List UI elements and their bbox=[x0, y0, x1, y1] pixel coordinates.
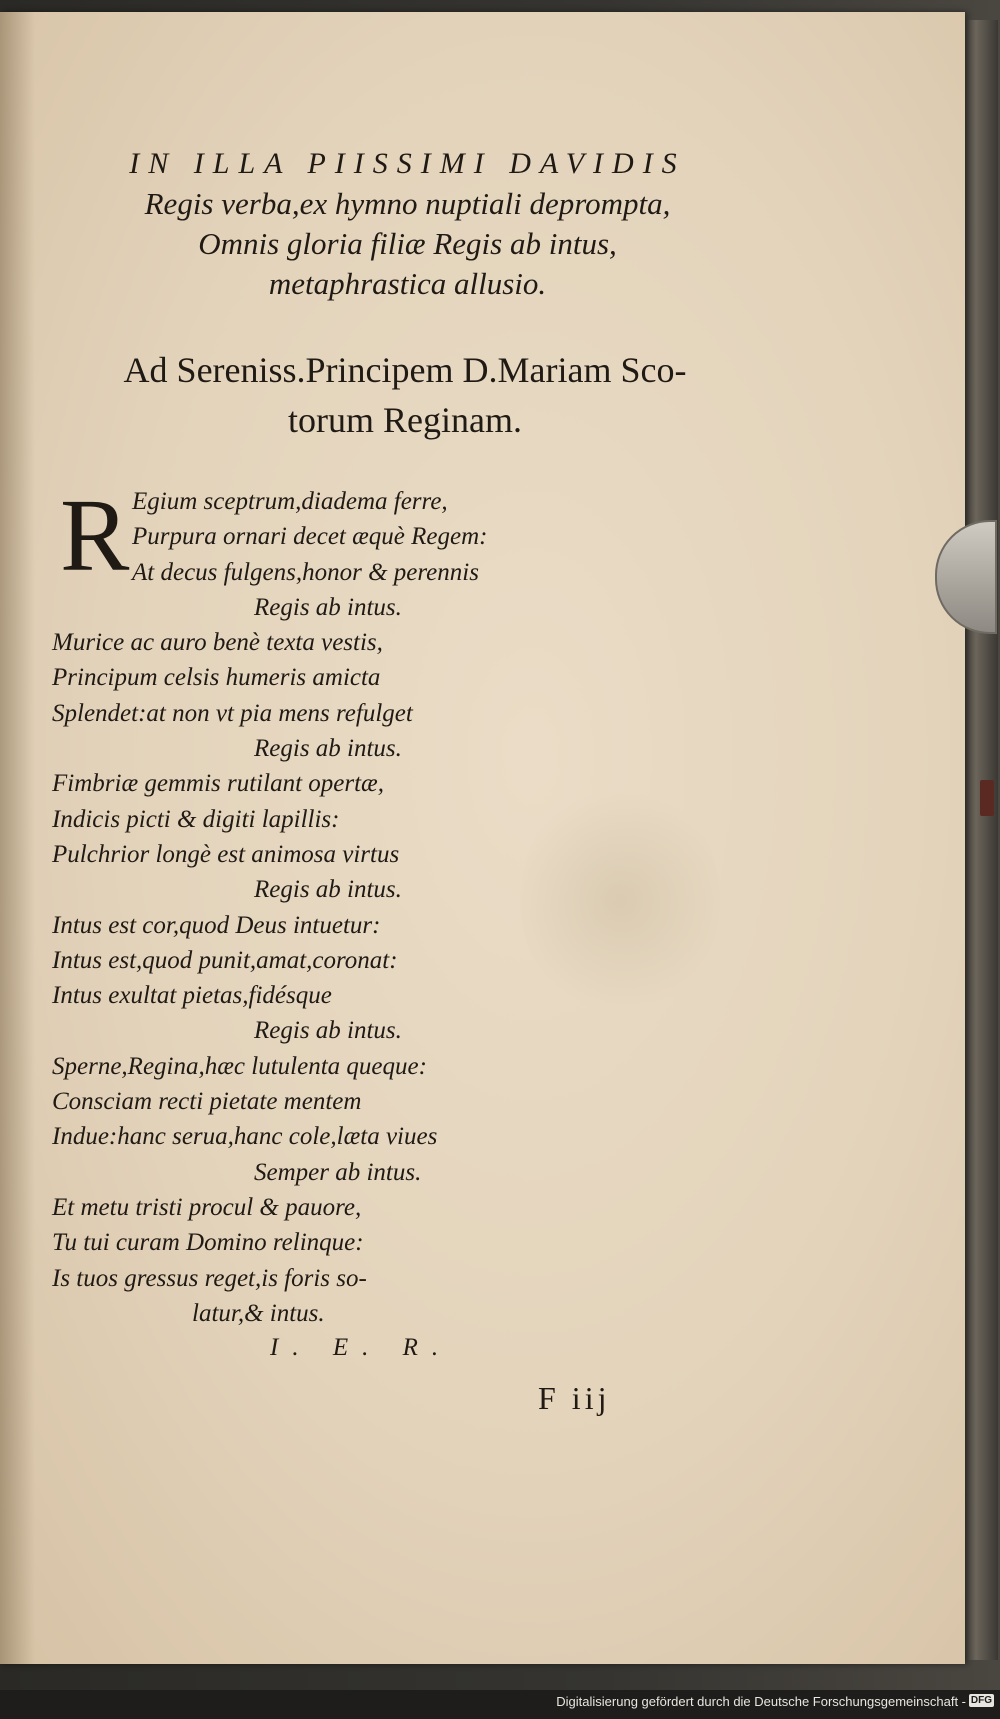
bookmark-tab bbox=[980, 780, 994, 816]
poem-line: Murice ac auro benè texta vestis, bbox=[52, 629, 383, 657]
poem-line: Intus est,quod punit,amat,coronat: bbox=[52, 946, 398, 974]
poem-line: latur,& intus. bbox=[192, 1299, 325, 1327]
poem-line: Intus exultat pietas,fidésque bbox=[52, 982, 332, 1010]
title-block bbox=[40, 144, 775, 304]
poem-refrain: Regis ab intus. bbox=[254, 593, 402, 621]
funding-credit: Digitalisierung gefördert durch die Deutsche Forschungsgemeinschaft - bbox=[556, 1694, 966, 1709]
dedication bbox=[40, 345, 770, 445]
title-line-3: Omnis gloria filiæ Regis ab intus, bbox=[198, 226, 617, 261]
poem-line: Indue:hanc serua,hanc cole,læta viues bbox=[52, 1123, 438, 1151]
gutter-shadow bbox=[0, 12, 35, 1664]
poem-line: Egium sceptrum,diadema ferre, bbox=[132, 488, 448, 515]
poem-refrain: Semper ab intus. bbox=[254, 1158, 422, 1186]
poem-refrain: Regis ab intus. bbox=[254, 876, 402, 904]
title-line-2: Regis verba,ex hymno nuptiali deprompta, bbox=[144, 186, 671, 221]
poem-line: Sperne,Regina,hæc lutulenta queque: bbox=[52, 1052, 427, 1080]
signature-mark: F iij bbox=[538, 1380, 611, 1416]
poem-line: Purpura ornari decet æquè Regem: bbox=[132, 523, 488, 551]
poem-line: Pulchrior longè est animosa virtus bbox=[52, 840, 400, 868]
poem-refrain: Regis ab intus. bbox=[254, 1017, 402, 1045]
poem-line: Is tuos gressus reget,is foris so- bbox=[52, 1264, 367, 1292]
title-line-1: IN ILLA PIISSIMI DAVIDIS bbox=[129, 147, 686, 180]
poem-line: Indicis picti & digiti lapillis: bbox=[52, 805, 340, 833]
poem-line: Consciam recti pietate mentem bbox=[52, 1088, 362, 1116]
dfg-logo: DFG bbox=[970, 1695, 992, 1706]
poem-line: At decus fulgens,honor & perennis bbox=[132, 558, 479, 586]
poem bbox=[52, 478, 652, 1331]
poem-line: Intus est cor,quod Deus intuetur: bbox=[52, 911, 381, 939]
poem-line: Tu tui curam Domino relinque: bbox=[52, 1229, 364, 1257]
dedication-line-1: Ad Sereniss.Principem D.Mariam Sco- bbox=[123, 350, 687, 390]
title-line-4: metaphrastica allusio. bbox=[268, 266, 547, 301]
poem-line: Splendet:at non vt pia mens refulget bbox=[52, 699, 413, 727]
dedication-line-2: torum Reginam. bbox=[288, 400, 522, 440]
poem-line: Et metu tristi procul & pauore, bbox=[52, 1193, 362, 1221]
drop-cap: R bbox=[60, 478, 130, 593]
author-initials: I. E. R. bbox=[270, 1334, 453, 1361]
poem-refrain: Regis ab intus. bbox=[254, 735, 402, 763]
poem-line: Principum celsis humeris amicta bbox=[52, 664, 381, 692]
poem-line: Fimbriæ gemmis rutilant opertæ, bbox=[52, 770, 384, 798]
